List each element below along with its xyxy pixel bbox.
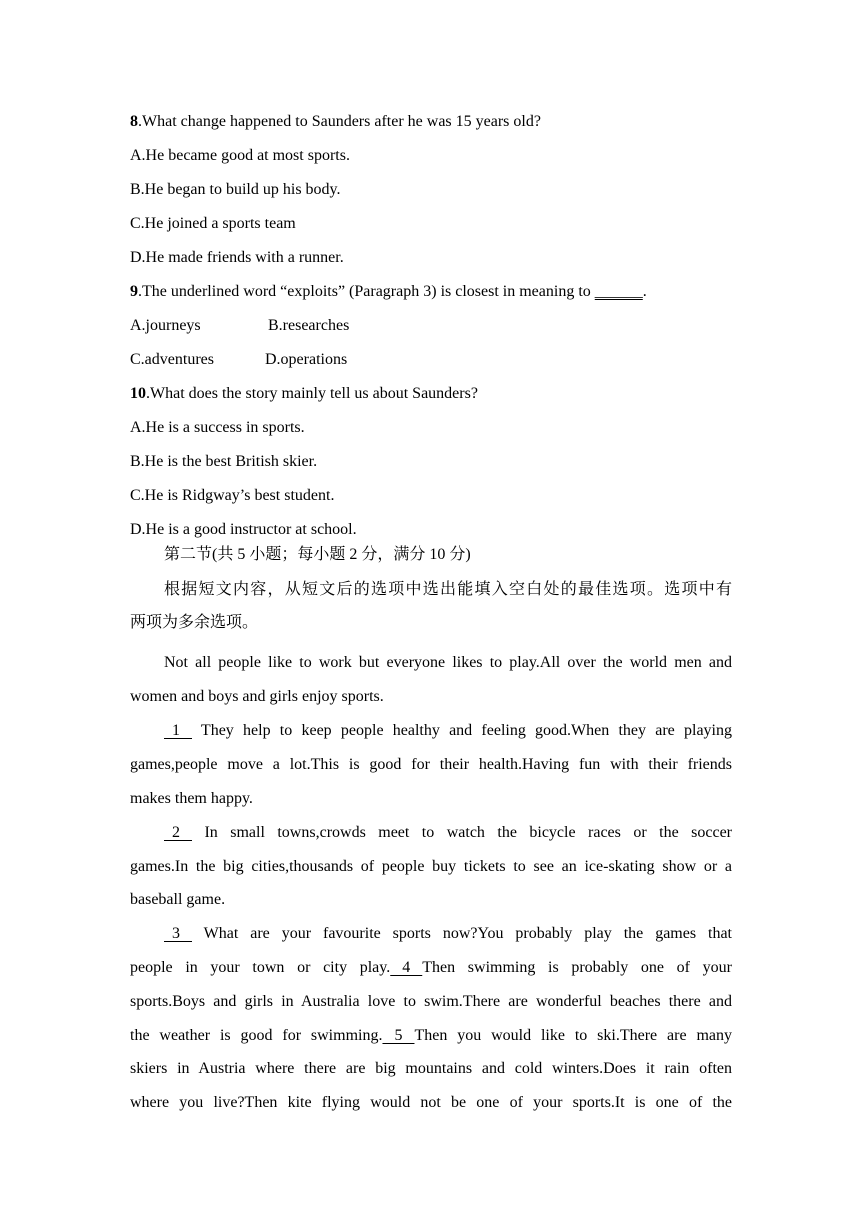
question-10-stem bbox=[130, 384, 478, 404]
passage-paragraph-4-line-2 bbox=[130, 958, 732, 978]
paragraph-4-line-2-start: people in your town or city play. bbox=[130, 959, 391, 976]
paragraph-4-text: What are your favourite sports now?You probably play the games that bbox=[192, 925, 732, 942]
passage-paragraph-3-line-3: baseball game. bbox=[130, 891, 226, 908]
question-8-number: 8 bbox=[130, 113, 138, 130]
section-2-instruction-line-2: 两项为多余选项。 bbox=[130, 614, 259, 631]
question-8-option-a: A.He became good at most sports. bbox=[130, 147, 350, 164]
blank-5: 5 bbox=[382, 1027, 415, 1044]
blank-4: 4 bbox=[390, 959, 423, 976]
question-8-option-d: D.He made friends with a runner. bbox=[130, 249, 344, 266]
passage-paragraph-3-line-1 bbox=[164, 823, 732, 843]
passage-paragraph-4-line-1 bbox=[164, 924, 732, 944]
question-8-text: .What change happened to Saunders after he was 15 years old? bbox=[138, 113, 541, 130]
question-8-stem bbox=[130, 112, 541, 132]
passage-paragraph-2-line-2: games,people move a lot.This is good for their health.Having fun with their friends bbox=[130, 756, 732, 773]
section-2-instruction-line-1: 根据短文内容，从短文后的选项中选出能填入空白处的最佳选项。选项中有 bbox=[164, 581, 732, 598]
question-10-option-c: C.He is Ridgway’s best student. bbox=[130, 487, 335, 504]
passage-paragraph-1-line-1: Not all people like to work but everyone likes to play.All over the world men and bbox=[164, 654, 732, 671]
question-9-text: .The underlined word “exploits” (Paragraph 3) is closest in meaning to bbox=[138, 283, 595, 300]
question-9-option-a: A.journeys bbox=[130, 317, 201, 334]
question-9-option-c: C.adventures bbox=[130, 351, 214, 368]
passage-paragraph-4-line-5: skiers in Austria where there are big mountains and cold winters.Does it rain often bbox=[130, 1060, 732, 1077]
question-8-option-c: C.He joined a sports team bbox=[130, 215, 296, 232]
passage-paragraph-3-line-2: games.In the big cities,thousands of people buy tickets to see an ice-skating show or a bbox=[130, 858, 732, 875]
question-9-blank: ______ bbox=[594, 283, 643, 300]
question-10-option-a: A.He is a success in sports. bbox=[130, 419, 305, 436]
paragraph-4-line-2-end: Then swimming is probably one of your bbox=[422, 959, 732, 976]
section-2-heading: 第二节(共 5 小题；每小题 2 分，满分 10 分) bbox=[164, 546, 471, 563]
passage-paragraph-4-line-3: sports.Boys and girls in Australia love to swim.There are wonderful beaches there and bbox=[130, 993, 732, 1010]
question-9-number: 9 bbox=[130, 283, 138, 300]
question-9-options-row-2 bbox=[130, 350, 348, 370]
passage-paragraph-2-line-1 bbox=[164, 721, 732, 741]
passage-paragraph-4-line-4 bbox=[130, 1026, 732, 1046]
blank-1: 1 bbox=[164, 722, 192, 739]
question-9-end: . bbox=[642, 283, 647, 300]
question-9-stem bbox=[130, 282, 647, 302]
paragraph-3-text: In small towns,crowds meet to watch the bicycle races or the soccer bbox=[192, 824, 732, 841]
paragraph-4-line-4-start: the weather is good for swimming. bbox=[130, 1027, 383, 1044]
question-10-number: 10 bbox=[130, 385, 146, 402]
paragraph-2-text: They help to keep people healthy and feeling good.When they are playing bbox=[192, 722, 732, 739]
blank-2: 2 bbox=[164, 824, 192, 841]
question-9-option-b: B.researches bbox=[268, 317, 350, 334]
question-10-text: .What does the story mainly tell us about Saunders? bbox=[146, 385, 478, 402]
passage-paragraph-1-line-2: women and boys and girls enjoy sports. bbox=[130, 688, 384, 705]
paragraph-4-line-4-end: Then you would like to ski.There are many bbox=[414, 1027, 732, 1044]
question-10-option-d: D.He is a good instructor at school. bbox=[130, 521, 357, 538]
question-8-option-b: B.He began to build up his body. bbox=[130, 181, 341, 198]
blank-3: 3 bbox=[164, 925, 192, 942]
question-9-option-d: D.operations bbox=[265, 351, 348, 368]
question-9-options-row-1 bbox=[130, 316, 350, 336]
passage-paragraph-2-line-3: makes them happy. bbox=[130, 790, 253, 807]
passage-paragraph-4-line-6: where you live?Then kite flying would not be one of your sports.It is one of the bbox=[130, 1094, 732, 1111]
question-10-option-b: B.He is the best British skier. bbox=[130, 453, 318, 470]
